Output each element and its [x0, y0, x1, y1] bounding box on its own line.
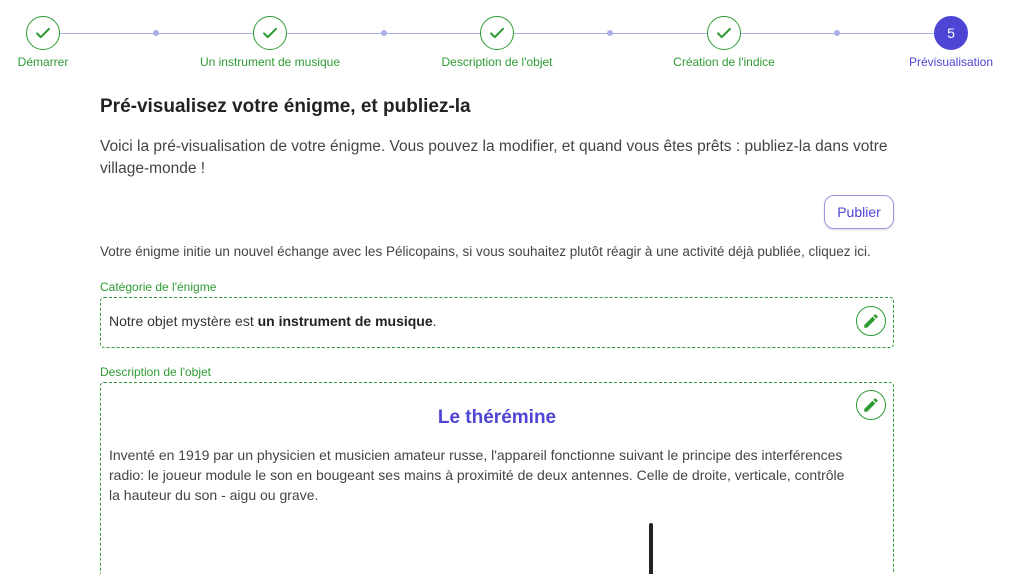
- object-title: Le thérémine: [437, 407, 557, 428]
- check-icon: [488, 24, 506, 42]
- stepper-dot: [607, 30, 613, 36]
- category-text-bold: un instrument de musique: [257, 313, 433, 329]
- description-card: [100, 382, 894, 574]
- check-icon: [34, 24, 52, 42]
- object-description: Inventé en 1919 par un physicien et musicien amateur russe, l'appareil fonctionne suivant le principe des interférences radio: le joueur module le son en bougeant ses mains à proximité de deux antennes. Celle de droite, verticale, contrôle la hauteur du son - aigu ou grave.: [109, 447, 845, 503]
- step-label-indice[interactable]: Création de l'indice: [673, 55, 775, 69]
- edit-category-button[interactable]: [856, 306, 886, 336]
- stepper: [0, 0, 1024, 80]
- category-text-prefix: Notre objet mystère est: [109, 313, 258, 329]
- step-3-circle[interactable]: [480, 16, 514, 50]
- stepper-dot: [834, 30, 840, 36]
- category-text: [109, 313, 437, 329]
- check-icon: [715, 24, 733, 42]
- category-label: Catégorie de l'énigme: [100, 280, 217, 294]
- page-title: Pré-visualisez votre énigme, et publiez-la: [100, 96, 471, 117]
- check-icon: [261, 24, 279, 42]
- theremin-image: [649, 523, 653, 574]
- notice-text[interactable]: Votre énigme initie un nouvel échange avec les Pélicopains, si vous souhaitez plutôt réagir à une activité déjà publiée, cliquez ici.: [100, 244, 871, 259]
- step-2-circle[interactable]: [253, 16, 287, 50]
- step-5-circle[interactable]: [934, 16, 968, 50]
- step-label-previsualisation[interactable]: Prévisualisation: [908, 55, 994, 69]
- step-label-demarrer[interactable]: Démarrer: [17, 55, 69, 69]
- step-4-circle[interactable]: [707, 16, 741, 50]
- step-label-description[interactable]: Description de l'objet: [441, 55, 553, 69]
- category-text-suffix: .: [432, 313, 437, 329]
- intro-text: Voici la pré-visualisation de votre énigme. Vous pouvez la modifier, et quand vous êtes prêts : publiez-la dans votre village-monde !: [100, 138, 888, 177]
- stepper-dot: [381, 30, 387, 36]
- publish-button[interactable]: Publier: [824, 195, 894, 229]
- description-label: Description de l'objet: [100, 365, 212, 379]
- pencil-icon: [862, 312, 880, 330]
- step-number: 5: [947, 25, 955, 41]
- stepper-dot: [153, 30, 159, 36]
- step-1-circle[interactable]: [26, 16, 60, 50]
- category-card: [100, 297, 894, 348]
- step-label-instrument[interactable]: Un instrument de musique: [199, 55, 341, 69]
